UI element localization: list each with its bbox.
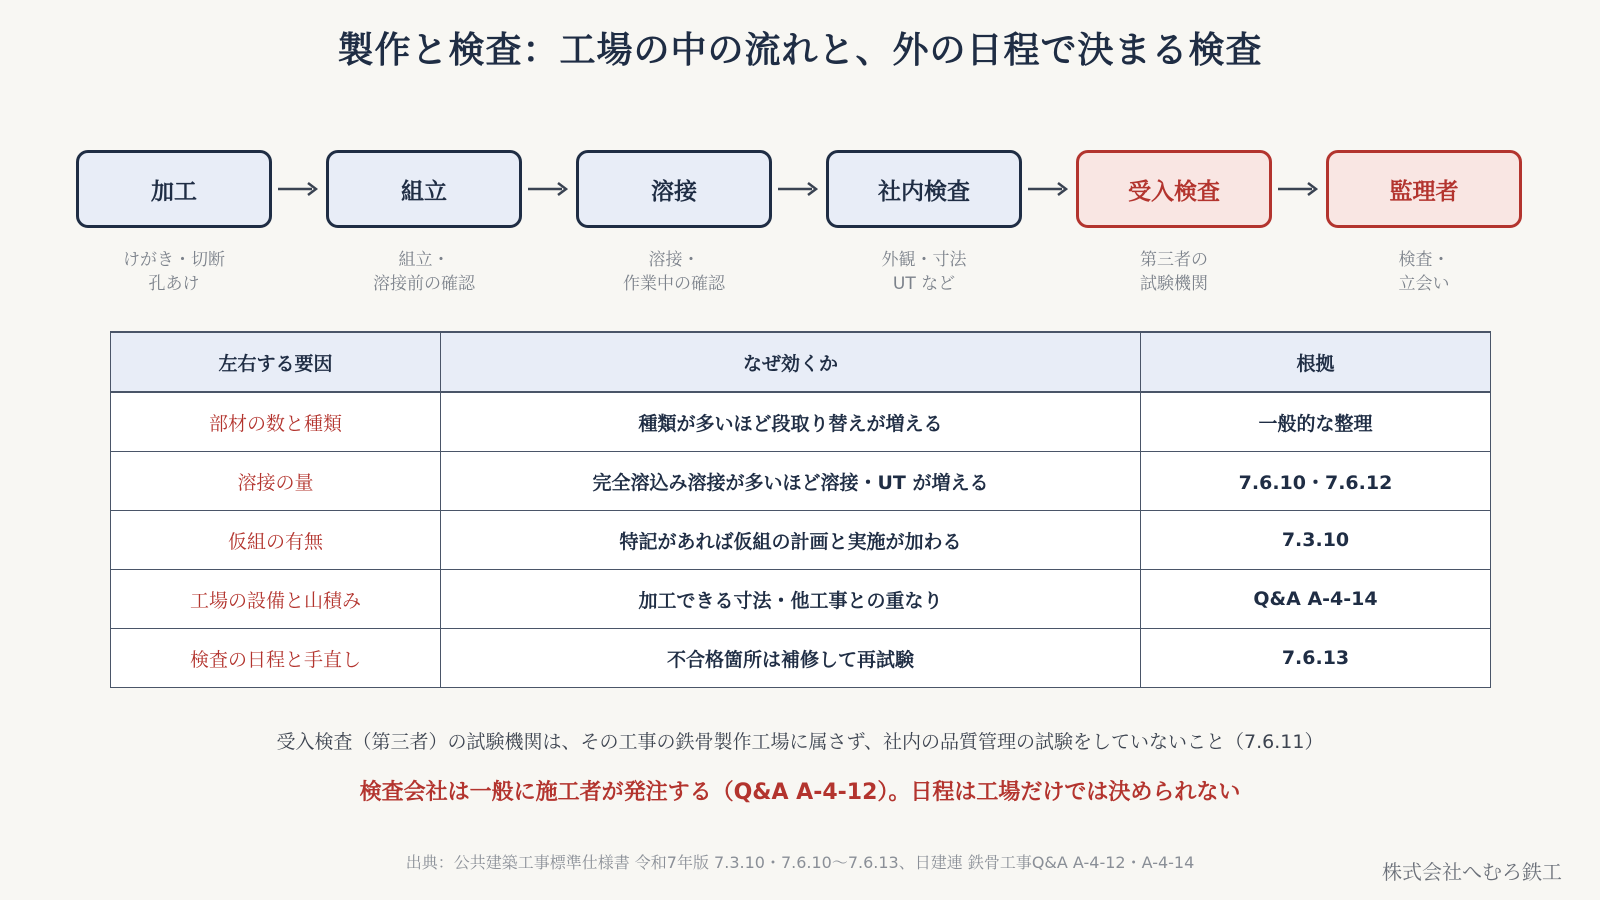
factors-table bbox=[110, 331, 1491, 688]
cell-factor: 部材の数と種類 bbox=[111, 392, 441, 452]
cell-factor: 工場の設備と山積み bbox=[111, 570, 441, 629]
step-kanrisha: 監理者 bbox=[1326, 150, 1522, 228]
arrow-right-icon bbox=[528, 180, 568, 198]
cell-basis: 7.6.13 bbox=[1141, 629, 1491, 688]
header-why: なぜ効くか bbox=[441, 332, 1141, 392]
step-description: 第三者の 試験機関 bbox=[1140, 250, 1208, 294]
table-header-row bbox=[111, 332, 1491, 392]
company-name: 株式会社へむろ鉄工 bbox=[1382, 860, 1562, 884]
arrow-right-icon bbox=[778, 180, 818, 198]
cell-why: 加工できる寸法・他工事との重なり bbox=[441, 570, 1141, 629]
step-ukeire-kensa: 受入検査 bbox=[1076, 150, 1272, 228]
cell-why: 特記があれば仮組の計画と実施が加わる bbox=[441, 511, 1141, 570]
cell-why: 完全溶込み溶接が多いほど溶接・UT が増える bbox=[441, 452, 1141, 511]
step-kakou: 加工 bbox=[76, 150, 272, 228]
arrow-right-icon bbox=[278, 180, 318, 198]
cell-factor: 仮組の有無 bbox=[111, 511, 441, 570]
table-row bbox=[111, 511, 1491, 570]
step-description: 組立・ 溶接前の確認 bbox=[373, 250, 475, 294]
cell-factor: 検査の日程と手直し bbox=[111, 629, 441, 688]
note-schedule-warning: 検査会社は一般に施工者が発注する（Q&A A-4-12）。日程は工場だけでは決められない bbox=[359, 780, 1241, 805]
process-flow bbox=[0, 150, 1600, 310]
cell-why: 種類が多いほど段取り替えが増える bbox=[441, 392, 1141, 452]
step-description: けがき・切断 孔あけ bbox=[123, 250, 225, 294]
cell-basis: 一般的な整理 bbox=[1141, 392, 1491, 452]
note-third-party: 受入検査（第三者）の試験機関は、その工事の鉄骨製作工場に属さず、社内の品質管理の試験をしていないこと（7.6.11） bbox=[276, 731, 1324, 753]
arrow-right-icon bbox=[1028, 180, 1068, 198]
step-description: 溶接・ 作業中の確認 bbox=[623, 250, 725, 294]
step-kumitate: 組立 bbox=[326, 150, 522, 228]
table-row bbox=[111, 452, 1491, 511]
table-row bbox=[111, 629, 1491, 688]
step-shanai-kensa: 社内検査 bbox=[826, 150, 1022, 228]
cell-basis: Q&A A-4-14 bbox=[1141, 570, 1491, 629]
arrow-right-icon bbox=[1278, 180, 1318, 198]
step-yousetsu: 溶接 bbox=[576, 150, 772, 228]
cell-basis: 7.6.10・7.6.12 bbox=[1141, 452, 1491, 511]
cell-why: 不合格箇所は補修して再試験 bbox=[441, 629, 1141, 688]
cell-factor: 溶接の量 bbox=[111, 452, 441, 511]
cell-basis: 7.3.10 bbox=[1141, 511, 1491, 570]
table-row bbox=[111, 570, 1491, 629]
step-description: 外観・寸法 UT など bbox=[881, 250, 967, 294]
source-citation: 出典：公共建築工事標準仕様書 令和7年版 7.3.10・7.6.10〜7.6.13、日建連 鉄骨工事Q&A A-4-12・A-4-14 bbox=[405, 853, 1195, 872]
header-basis: 根拠 bbox=[1141, 332, 1491, 392]
step-description: 検査・ 立会い bbox=[1398, 250, 1450, 294]
page-title: 製作と検査：工場の中の流れと、外の日程で決まる検査 bbox=[337, 30, 1263, 71]
header-factor: 左右する要因 bbox=[111, 332, 441, 392]
table-row bbox=[111, 392, 1491, 452]
